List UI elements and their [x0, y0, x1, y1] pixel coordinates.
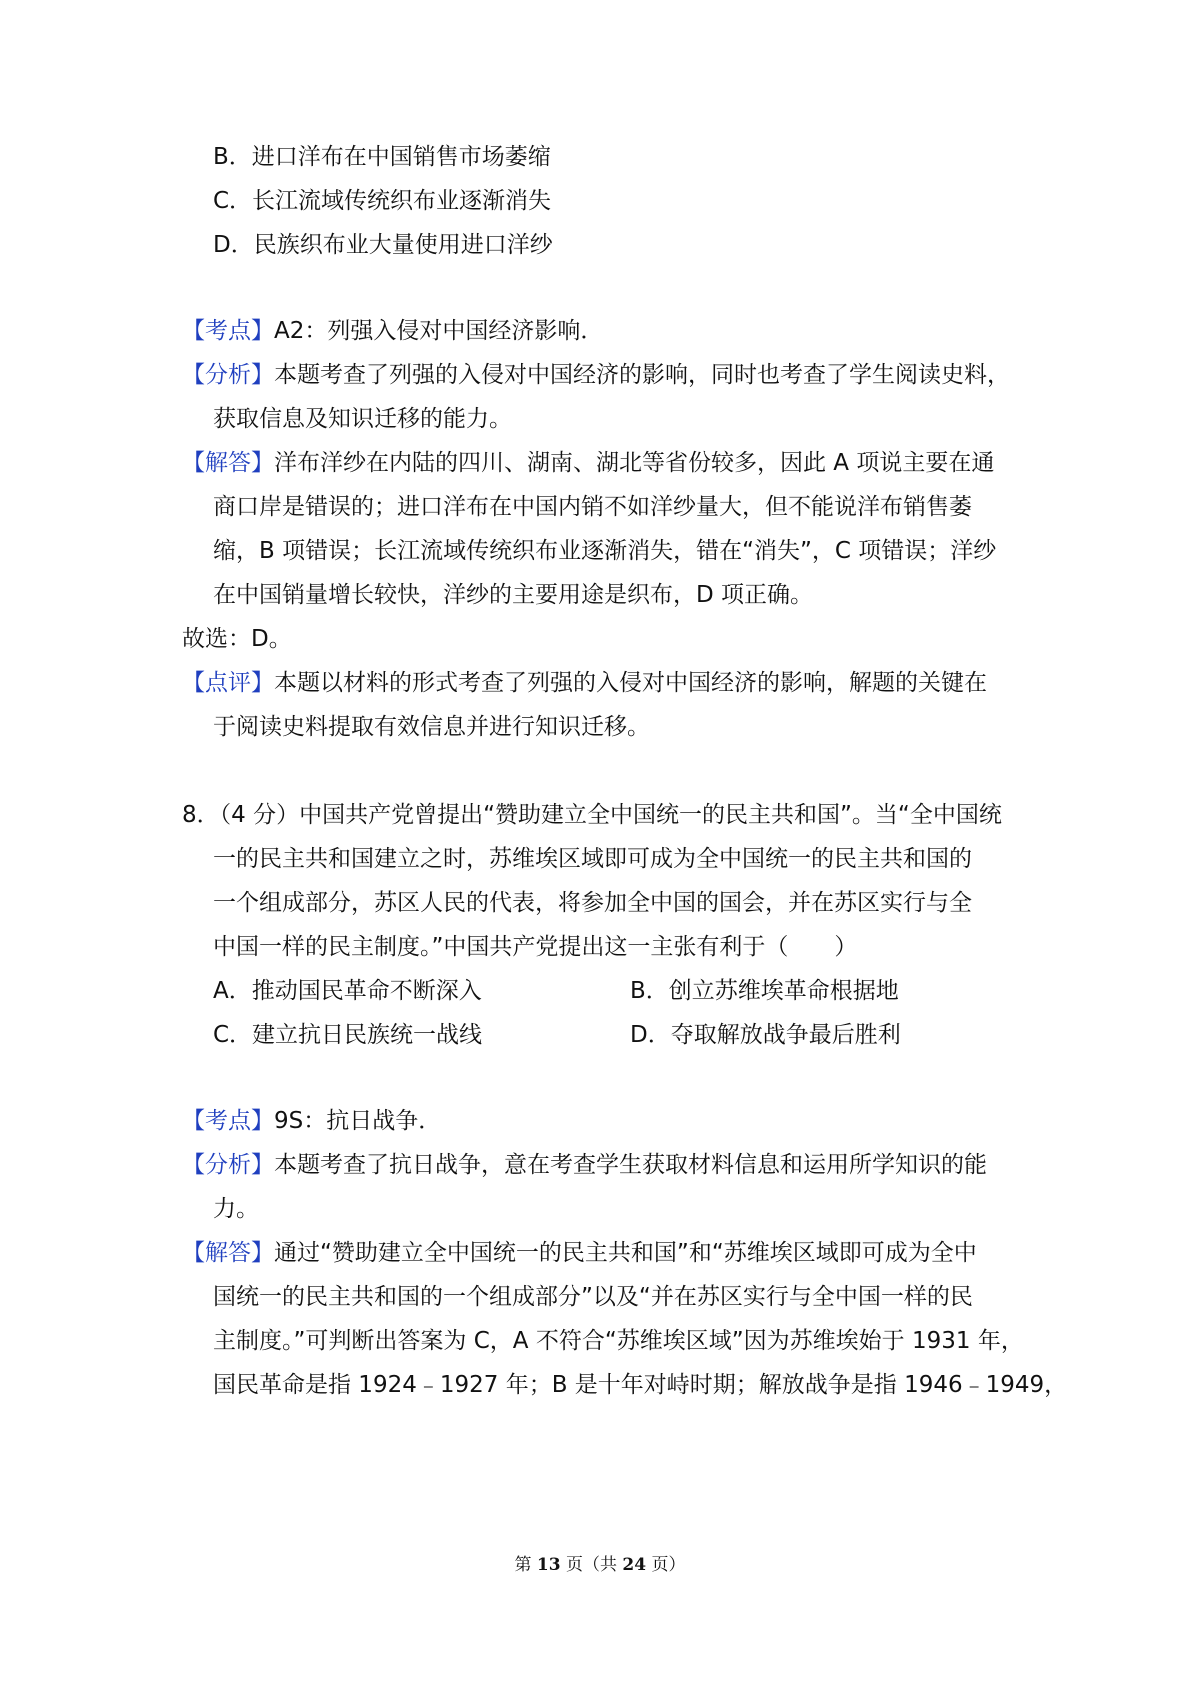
jieda-line: 洋布洋纱在内陆的四川、湖南、湖北等省份较多，因此 A 项说主要在通	[274, 450, 995, 476]
dianping-row	[182, 668, 987, 698]
footer-middle: 页（共	[560, 1555, 623, 1575]
option-d: D．夺取解放战争最后胜利	[630, 1022, 901, 1048]
jieda-tag: 【解答】	[182, 1240, 274, 1266]
option-b-prev: B．进口洋布在中国销售市场萎缩	[213, 144, 551, 170]
fenxi-row	[182, 1150, 987, 1180]
option-a: A．推动国民革命不断深入	[213, 978, 482, 1004]
footer-total-pages: 24	[622, 1555, 647, 1575]
jieda-line: 在中国销量增长较快，洋纱的主要用途是织布，D 项正确。	[213, 582, 814, 608]
fenxi-tag: 【分析】	[182, 1152, 274, 1178]
jieda-line: 通过“赞助建立全中国统一的民主共和国”和“苏维埃区域即可成为全中	[274, 1240, 977, 1266]
kaodian-text: A2：列强入侵对中国经济影响．	[274, 318, 604, 344]
dianping-line: 本题以材料的形式考查了列强的入侵对中国经济的影响，解题的关键在	[274, 670, 987, 696]
kaodian-tag: 【考点】	[182, 1108, 274, 1134]
kaodian-row	[182, 1106, 441, 1136]
kaodian-text: 9S：抗日战争．	[274, 1108, 442, 1134]
jieda-line: 国民革命是指 1924﹣1927 年；B 是十年对峙时期；解放战争是指 1946﹣1949，	[213, 1372, 1068, 1398]
jieda-line: 商口岸是错误的；进口洋布在中国内销不如洋纱量大，但不能说洋布销售萎	[213, 494, 972, 520]
fenxi-line: 本题考查了抗日战争，意在考查学生获取材料信息和运用所学知识的能	[274, 1152, 987, 1178]
question8-stem-line: 中国一样的民主制度。”中国共产党提出这一主张有利于（ ）	[213, 934, 858, 960]
kaodian-row	[182, 316, 603, 346]
fenxi-line: 力。	[213, 1196, 259, 1222]
jieda-line: 国统一的民主共和国的一个组成部分”以及“并在苏区实行与全中国一样的民	[213, 1284, 973, 1310]
option-c: C．建立抗日民族统一战线	[213, 1022, 483, 1048]
option-b: B．创立苏维埃革命根据地	[630, 978, 899, 1004]
jieda-line: 缩，B 项错误；长江流域传统织布业逐渐消失，错在“消失”，C 项错误；洋纱	[213, 538, 997, 564]
jieda-line: 主制度。”可判断出答案为 C，A 不符合“苏维埃区域”因为苏维埃始于 1931 年，	[213, 1328, 1024, 1354]
choice-line: 故选：D。	[182, 626, 292, 652]
fenxi-row	[182, 360, 1010, 390]
dianping-line: 于阅读史料提取有效信息并进行知识迁移。	[213, 714, 650, 740]
question8-stem-line: 一的民主共和国建立之时，苏维埃区域即可成为全中国统一的民主共和国的	[213, 846, 972, 872]
page-footer	[0, 1553, 1200, 1577]
footer-suffix: 页）	[646, 1555, 686, 1575]
question8-stem-line: 一个组成部分，苏区人民的代表，将参加全中国的国会，并在苏区实行与全	[213, 890, 972, 916]
footer-page-number: 13	[536, 1555, 561, 1575]
question8-stem-line: 8．（4 分）中国共产党曾提出“赞助建立全中国统一的民主共和国”。当“全中国统	[182, 802, 1002, 828]
jieda-row	[182, 448, 994, 478]
option-c-prev: C．长江流域传统织布业逐渐消失	[213, 188, 552, 214]
dianping-tag: 【点评】	[182, 670, 274, 696]
kaodian-tag: 【考点】	[182, 318, 274, 344]
option-d-prev: D．民族织布业大量使用进口洋纱	[213, 232, 553, 258]
fenxi-tag: 【分析】	[182, 362, 274, 388]
fenxi-line: 获取信息及知识迁移的能力。	[213, 406, 512, 432]
jieda-tag: 【解答】	[182, 450, 274, 476]
footer-prefix: 第	[514, 1555, 537, 1575]
fenxi-line: 本题考查了列强的入侵对中国经济的影响，同时也考查了学生阅读史料，	[274, 362, 1010, 388]
jieda-row	[182, 1238, 977, 1268]
